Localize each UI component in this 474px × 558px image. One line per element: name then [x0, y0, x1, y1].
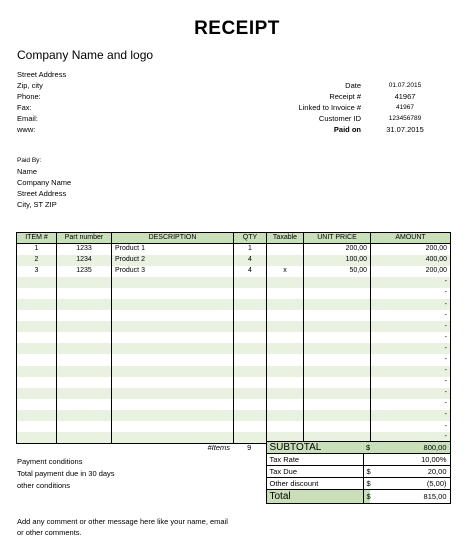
- other-discount-label: Other discount: [266, 478, 363, 490]
- total-currency: $: [363, 490, 370, 504]
- address-line: Phone:: [17, 92, 41, 101]
- table-cell: [57, 277, 112, 288]
- items-body: [17, 244, 451, 444]
- table-cell: [304, 354, 371, 365]
- table-cell: [267, 255, 304, 266]
- table-cell: [112, 343, 234, 354]
- table-row: [17, 321, 451, 332]
- paid-on-label: Paid on: [333, 125, 361, 134]
- table-cell: [267, 277, 304, 288]
- tax-rate-value: 10,00%: [370, 454, 450, 466]
- table-cell: [234, 388, 267, 399]
- table-cell: [57, 310, 112, 321]
- table-cell: 200,00: [304, 244, 371, 255]
- table-cell: 4: [234, 266, 267, 277]
- total-label: Total: [266, 490, 363, 504]
- table-cell: 1233: [57, 244, 112, 255]
- table-cell: -: [371, 410, 451, 421]
- table-row: [17, 266, 451, 277]
- col-header-part-number: Part number: [57, 233, 112, 244]
- table-row: [17, 410, 451, 421]
- date-value: 01.07.2015: [388, 82, 422, 89]
- table-cell: [57, 321, 112, 332]
- company-address: [17, 69, 66, 135]
- subtotal-currency: $: [363, 442, 370, 454]
- subtotal-value: 800,00: [370, 442, 450, 454]
- table-row: [17, 399, 451, 410]
- table-cell: [304, 332, 371, 343]
- tax-due-value: 20,00: [370, 466, 450, 478]
- table-cell: [304, 299, 371, 310]
- table-cell: Product 3: [112, 266, 234, 277]
- customer-id-label: Customer ID: [318, 114, 361, 123]
- table-cell: [234, 299, 267, 310]
- comment-line: Add any comment or other message here like your name, email: [17, 517, 228, 526]
- table-cell: [112, 410, 234, 421]
- tax-due-label: Tax Due: [266, 466, 363, 478]
- table-cell: [267, 299, 304, 310]
- items-count-value: 9: [247, 443, 252, 452]
- table-cell: [234, 277, 267, 288]
- table-cell: [112, 366, 234, 377]
- table-cell: [267, 321, 304, 332]
- table-cell: Product 2: [112, 255, 234, 266]
- table-cell: [112, 321, 234, 332]
- condition-line: Total payment due in 30 days: [17, 469, 115, 478]
- col-header-qty: QTY: [234, 233, 267, 244]
- table-cell: [17, 377, 57, 388]
- payment-conditions: [17, 456, 115, 492]
- table-header-row: [17, 233, 451, 244]
- table-row: [17, 310, 451, 321]
- table-cell: [112, 377, 234, 388]
- table-cell: [17, 388, 57, 399]
- table-cell: -: [371, 299, 451, 310]
- col-header-item: ITEM #: [17, 233, 57, 244]
- table-cell: [267, 410, 304, 421]
- table-cell: [17, 321, 57, 332]
- comment-line: or other comments.: [17, 528, 82, 537]
- condition-line: Payment conditions: [17, 457, 83, 466]
- paid-by-block: [17, 155, 71, 210]
- company-name-logo: Company Name and logo: [17, 48, 154, 62]
- table-cell: [267, 244, 304, 255]
- total-value: 815,00: [370, 490, 450, 504]
- table-cell: [234, 354, 267, 365]
- table-cell: [17, 366, 57, 377]
- table-cell: 2: [17, 255, 57, 266]
- table-cell: [304, 277, 371, 288]
- table-row: [17, 354, 451, 365]
- paid-by-heading: Paid By:: [17, 157, 42, 164]
- table-cell: [304, 288, 371, 299]
- table-cell: [304, 321, 371, 332]
- table-cell: -: [371, 343, 451, 354]
- table-cell: [267, 343, 304, 354]
- table-cell: [234, 410, 267, 421]
- table-cell: [267, 366, 304, 377]
- table-cell: [112, 421, 234, 432]
- col-header-taxable: Taxable: [267, 233, 304, 244]
- table-row: [17, 343, 451, 354]
- table-cell: [112, 399, 234, 410]
- table-cell: [57, 299, 112, 310]
- table-cell: [17, 332, 57, 343]
- col-header-amount: AMOUNT: [371, 233, 451, 244]
- table-cell: [57, 388, 112, 399]
- table-cell: [304, 310, 371, 321]
- table-cell: -: [371, 377, 451, 388]
- table-cell: [234, 310, 267, 321]
- comment-block: [17, 516, 228, 538]
- paid-by-line: Company Name: [17, 178, 72, 187]
- condition-line: other conditions: [17, 481, 70, 490]
- table-row: [17, 332, 451, 343]
- address-line: www:: [17, 125, 36, 134]
- subtotal-label: SUBTOTAL: [266, 442, 363, 454]
- table-cell: [267, 399, 304, 410]
- table-cell: -: [371, 277, 451, 288]
- table-cell: 200,00: [371, 266, 451, 277]
- table-row: [17, 421, 451, 432]
- table-cell: [304, 377, 371, 388]
- table-cell: [112, 310, 234, 321]
- table-cell: [17, 299, 57, 310]
- table-cell: [267, 421, 304, 432]
- table-row: [17, 366, 451, 377]
- table-cell: 400,00: [371, 255, 451, 266]
- table-cell: -: [371, 388, 451, 399]
- table-cell: [57, 421, 112, 432]
- paid-by-line: City, ST ZIP: [17, 200, 57, 209]
- table-row: [17, 244, 451, 255]
- table-cell: 50,00: [304, 266, 371, 277]
- table-cell: [17, 399, 57, 410]
- table-cell: [17, 421, 57, 432]
- table-cell: [304, 366, 371, 377]
- table-cell: [304, 388, 371, 399]
- table-cell: [304, 410, 371, 421]
- table-cell: [267, 332, 304, 343]
- table-row: [17, 299, 451, 310]
- receipt-number-label: Receipt #: [329, 92, 361, 101]
- table-cell: [112, 288, 234, 299]
- table-row: [17, 388, 451, 399]
- table-cell: [234, 332, 267, 343]
- table-cell: 200,00: [371, 244, 451, 255]
- table-cell: [57, 410, 112, 421]
- table-cell: [234, 399, 267, 410]
- table-cell: [57, 343, 112, 354]
- table-cell: [57, 377, 112, 388]
- paid-by-line: Street Address: [17, 189, 67, 198]
- date-label: Date: [345, 81, 361, 90]
- table-cell: [234, 343, 267, 354]
- table-cell: 3: [17, 266, 57, 277]
- table-cell: [57, 288, 112, 299]
- table-row: [17, 277, 451, 288]
- table-row: [17, 288, 451, 299]
- table-cell: [234, 366, 267, 377]
- table-cell: [267, 377, 304, 388]
- table-cell: -: [371, 332, 451, 343]
- address-line: Street Address: [17, 70, 67, 79]
- items-table: [16, 232, 451, 444]
- table-cell: -: [371, 310, 451, 321]
- table-cell: -: [371, 399, 451, 410]
- table-row: [17, 255, 451, 266]
- table-cell: [17, 410, 57, 421]
- table-cell: [57, 366, 112, 377]
- table-cell: [57, 354, 112, 365]
- table-cell: [112, 354, 234, 365]
- table-cell: 4: [234, 255, 267, 266]
- table-cell: [17, 343, 57, 354]
- table-cell: [17, 310, 57, 321]
- table-cell: [57, 399, 112, 410]
- table-cell: 1: [17, 244, 57, 255]
- table-cell: [112, 299, 234, 310]
- table-cell: 1: [234, 244, 267, 255]
- col-header-description: DESCRIPTION: [112, 233, 234, 244]
- other-discount-currency: $: [363, 478, 370, 490]
- tax-due-currency: $: [363, 466, 370, 478]
- table-cell: -: [371, 288, 451, 299]
- table-cell: [17, 288, 57, 299]
- col-header-unit-price: UNIT PRICE: [304, 233, 371, 244]
- tax-rate-label: Tax Rate: [266, 454, 363, 466]
- table-cell: [304, 399, 371, 410]
- table-cell: [234, 288, 267, 299]
- table-cell: -: [371, 421, 451, 432]
- table-cell: -: [371, 354, 451, 365]
- table-cell: 100,00: [304, 255, 371, 266]
- table-cell: -: [371, 366, 451, 377]
- address-line: Zip, city: [17, 81, 43, 90]
- table-cell: [267, 388, 304, 399]
- table-cell: [234, 421, 267, 432]
- paid-by-line: Name: [17, 167, 38, 176]
- table-cell: [17, 354, 57, 365]
- table-cell: [304, 343, 371, 354]
- address-line: Fax:: [17, 103, 32, 112]
- table-cell: -: [371, 321, 451, 332]
- items-count-label: #Items: [207, 443, 230, 452]
- table-cell: -: [371, 432, 451, 443]
- paid-on-value: 31.07.2015: [386, 125, 424, 134]
- table-cell: [112, 332, 234, 343]
- table-cell: [112, 388, 234, 399]
- linked-invoice-label: Linked to Invoice #: [298, 103, 361, 112]
- table-cell: x: [267, 266, 304, 277]
- table-cell: Product 1: [112, 244, 234, 255]
- address-line: Email:: [17, 114, 38, 123]
- table-cell: 1235: [57, 266, 112, 277]
- table-cell: [57, 332, 112, 343]
- customer-id-value: 123456789: [388, 115, 422, 122]
- table-cell: [234, 321, 267, 332]
- receipt-title: RECEIPT: [194, 18, 280, 39]
- receipt-number-value: 41967: [394, 92, 416, 101]
- table-cell: [112, 277, 234, 288]
- table-cell: [267, 288, 304, 299]
- table-cell: [304, 421, 371, 432]
- table-cell: [17, 277, 57, 288]
- other-discount-value: (5,00): [370, 478, 450, 490]
- subtotal-row: [16, 442, 450, 454]
- table-cell: [267, 310, 304, 321]
- table-cell: [267, 354, 304, 365]
- table-cell: [234, 377, 267, 388]
- linked-invoice-value: 41967: [395, 104, 415, 111]
- table-cell: 1234: [57, 255, 112, 266]
- table-row: [17, 377, 451, 388]
